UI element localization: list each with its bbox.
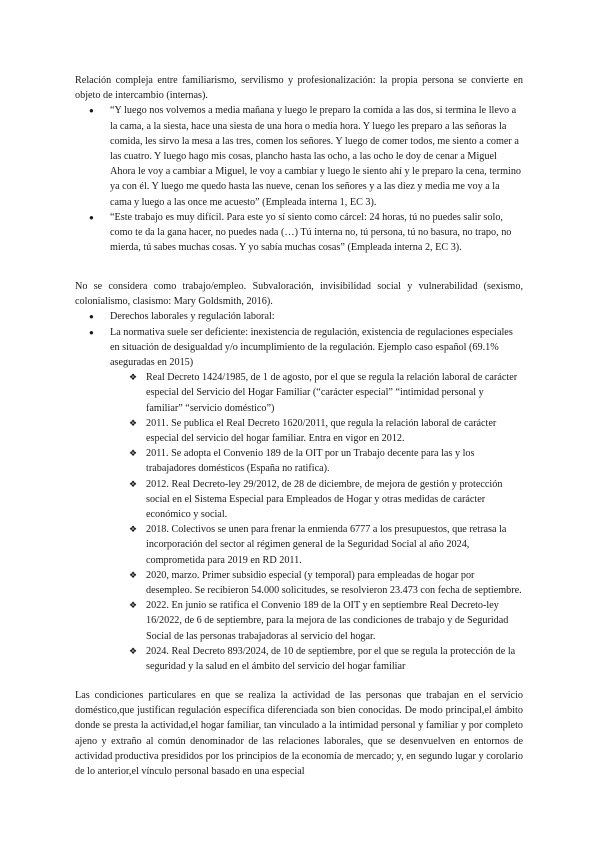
timeline-text: 2012. Real Decreto-ley 29/2012, de 28 de diciembre, de mejora de gestión y protección social en el Sistema Especial para Empleados de Hogar y otras medidas de carácter económico y social. [146,478,503,521]
list-item-text: La normativa suele ser deficiente: inexistencia de regulación, existencia de regulaciones especiales en situación de desigualdad y/o incumplimiento de la regulación. Ejemplo caso español (69.1% aseguradas en 2015) [110,326,513,369]
timeline-text: 2020, marzo. Primer subsidio especial (y temporal) para empleadas de hogar por desempleo. Se recibieron 54.000 solicitudes, se resolvieron 23.473 con fecha de septiembre. [146,569,522,597]
diamond-bullet-icon: ❖ [129,600,138,611]
list-item [75,325,523,371]
body-paragraph: Las condiciones particulares en que se realiza la actividad de las personas que trabajan en el servicio doméstico,que justifican regulación específica diferenciada son bien conocidas. De modo principal,el ámbito donde se presta la actividad,el hogar familiar, tan vinculado a la intimidad personal y familiar y por completo ajeno y extraño al común denominador de las relaciones laborales, que se desenvuelven en entornos de actividad productiva presididos por los principios de la economía de mercado; y, en segundo lugar y corolario de lo anterior,el vínculo personal basado en una especial [75,690,523,778]
diamond-bullet-icon: ❖ [129,569,138,580]
diamond-bullet-icon: ❖ [129,478,138,489]
list-item-text: Derechos laborales y regulación laboral: [110,311,275,323]
timeline-item [75,370,523,416]
timeline-item [75,446,523,476]
section-condiciones [75,688,523,779]
list-item [75,309,523,324]
timeline-item [75,522,523,568]
timeline-item [75,477,523,523]
section-intro: Relación compleja entre familiarismo, servilismo y profesionalización: la propia persona se convierte en objeto de intercambio (internas). [75,75,523,102]
bullet-dot-icon: ● [89,312,94,322]
quote-item [75,103,523,209]
section-internas [75,73,523,255]
diamond-bullet-icon: ❖ [129,524,138,535]
diamond-bullet-icon: ❖ [129,417,138,428]
diamond-bullet-icon: ❖ [129,645,138,656]
timeline-list [75,370,523,674]
diamond-bullet-icon: ❖ [129,448,138,459]
timeline-text: 2011. Se publica el Real Decreto 1620/2011, que regula la relación laboral de carácter especial del servicio del hogar familiar. Entra en vigor en 2012. [146,417,497,445]
timeline-text: 2024. Real Decreto 893/2024, de 10 de septiembre, por el que se regula la protección de la seguridad y la salud en el ámbito del servicio del hogar familiar [146,645,516,673]
timeline-text: Real Decreto 1424/1985, de 1 de agosto, por el que se regula la relación laboral de carácter especial del Servicio del Hogar Familiar (“carácter especial” “intimidad personal y familiar” “servicio doméstico”) [146,372,518,414]
timeline-text: 2018. Colectivos se unen para frenar la enmienda 6777 a los presupuestos, que retrasa la incorporación del sector al régimen general de la Seguridad Social al año 2024, comprometida para 2019 en RD 2011. [146,524,507,566]
quote-list [75,103,523,255]
timeline-text: 2022. En junio se ratifica el Convenio 189 de la OIT y en septiembre Real Decreto-ley 16/2022, de 6 de septiembre, para la mejora de las condiciones de trabajo y de Seguridad Social de las personas trabajadoras al servicio del hogar. [146,600,509,642]
section-intro: No se considera como trabajo/empleo. Subvaloración, invisibilidad social y vulnerabilidad (sexismo, colonialismo, clasismo: Mary Goldsmith, 2016). [75,281,523,308]
quote-text: “Este trabajo es muy difícil. Para este yo sí siento como cárcel: 24 horas, tú no puedes salir solo, como te da la gana hacer, no puedes nada (…) Tú interna no, tú persona, tú no basura, no trapo, no mierda, tú sabes muchas cosas. Y yo sabía muchas cosas” (Empleada interna 2, EC 3). [110,211,512,254]
bullet-dot-icon: ● [89,212,94,222]
bullet-dot-icon: ● [89,106,94,116]
section-regulacion [75,279,523,674]
timeline-item [75,416,523,446]
bullet-list [75,309,523,370]
diamond-bullet-icon: ❖ [129,372,138,383]
quote-item [75,210,523,256]
quote-text: “Y luego nos volvemos a media mañana y luego le preparo la comida a las dos, si termina le llevo a la cama, a la siesta, hace una siesta de una hora o media hora. Y luego les preparo a las señoras la comida, les sirvo la mesa a las tres, comen los señores. Y luego de comer todos, me siento a comer a las cuatro. Y luego hago mis cosas, plancho hasta las ocho, a las ocho le doy de cenar a Miguel Ahora le voy a cambiar a Miguel, le voy a cambiar y luego le siento ahí y le preparo la cena, termino ya con él. Y luego me quedo hasta las nueve, cenan los señores y a las diez y media me voy a la cama y luego a las once me acuesto” (Empleada interna 1, EC 3). [110,105,522,208]
bullet-dot-icon: ● [89,327,94,337]
timeline-item [75,568,523,598]
timeline-text: 2011. Se adopta el Convenio 189 de la OIT por un Trabajo decente para las y los trabajadores domésticos (España no ratifica). [146,448,475,475]
timeline-item [75,598,523,644]
timeline-item [75,644,523,674]
